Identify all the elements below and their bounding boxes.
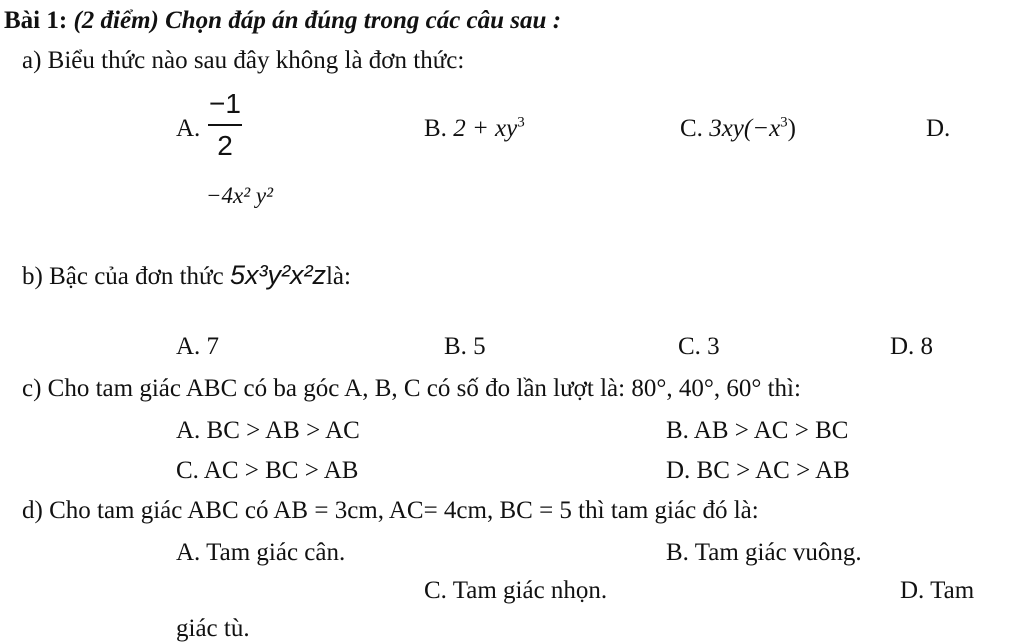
qa-option-a-numerator: −1 xyxy=(209,88,241,119)
qd-option-b: B. Tam giác vuông. xyxy=(666,539,862,566)
qd-option-c: C. Tam giác nhọn. xyxy=(424,577,608,604)
qb-monomial: 5x³y²x²z xyxy=(229,260,326,290)
qb-option-a: A. 7 xyxy=(176,333,220,360)
qd-option-d: D. Tam xyxy=(900,577,975,604)
qa-option-c-exp: 3 xyxy=(780,114,788,131)
qb-option-d: D. 8 xyxy=(890,333,934,360)
qb-option-c: C. 3 xyxy=(678,333,720,360)
qc-option-c: C. AC > BC > AB xyxy=(176,457,359,484)
qa-option-d-expr: −4x² y² xyxy=(206,183,273,208)
qa-option-c-expr: 3xy(−x xyxy=(709,115,781,142)
qd-option-d-continued: giác tù. xyxy=(176,615,250,642)
qc-option-a: A. BC > AB > AC xyxy=(176,417,360,444)
qa-option-d-label: D. xyxy=(926,115,951,142)
qb-option-b: B. 5 xyxy=(444,333,486,360)
fraction-bar xyxy=(208,124,242,126)
exercise-title xyxy=(4,8,561,33)
qa-option-b-expr: 2 + xy xyxy=(453,115,518,142)
qa-option-a-denominator: 2 xyxy=(217,130,233,161)
qa-option-c-label: C. xyxy=(680,115,703,142)
question-d-stem: d) Cho tam giác ABC có AB = 3cm, AC= 4cm, BC = 5 thì tam giác đó là: xyxy=(22,497,759,524)
qb-stem-end: là: xyxy=(325,263,351,290)
qa-option-c xyxy=(680,116,796,141)
qc-option-d: D. BC > AC > AB xyxy=(666,457,850,484)
question-b-stem xyxy=(22,262,351,289)
question-a-stem: a) Biểu thức nào sau đây không là đơn thức: xyxy=(22,47,465,74)
question-c-stem: c) Cho tam giác ABC có ba góc A, B, C có số đo lần lượt là: 80°, 40°, 60° thì: xyxy=(22,375,801,402)
qa-option-c-close: ) xyxy=(787,115,796,142)
qa-option-b-exp: 3 xyxy=(517,114,525,131)
qd-option-a: A. Tam giác cân. xyxy=(176,539,346,566)
qa-option-a-fraction xyxy=(208,88,242,162)
qa-option-b-label: B. xyxy=(424,115,447,142)
qa-option-b xyxy=(424,116,525,141)
exercise-number: Bài 1: xyxy=(4,7,68,34)
qa-option-a-label: A. xyxy=(176,115,201,142)
qb-stem-text: b) Bậc của đơn thức xyxy=(22,263,224,290)
qc-option-b: B. AB > AC > BC xyxy=(666,417,849,444)
exercise-instruction: (2 điểm) Chọn đáp án đúng trong các câu sau : xyxy=(73,7,562,34)
